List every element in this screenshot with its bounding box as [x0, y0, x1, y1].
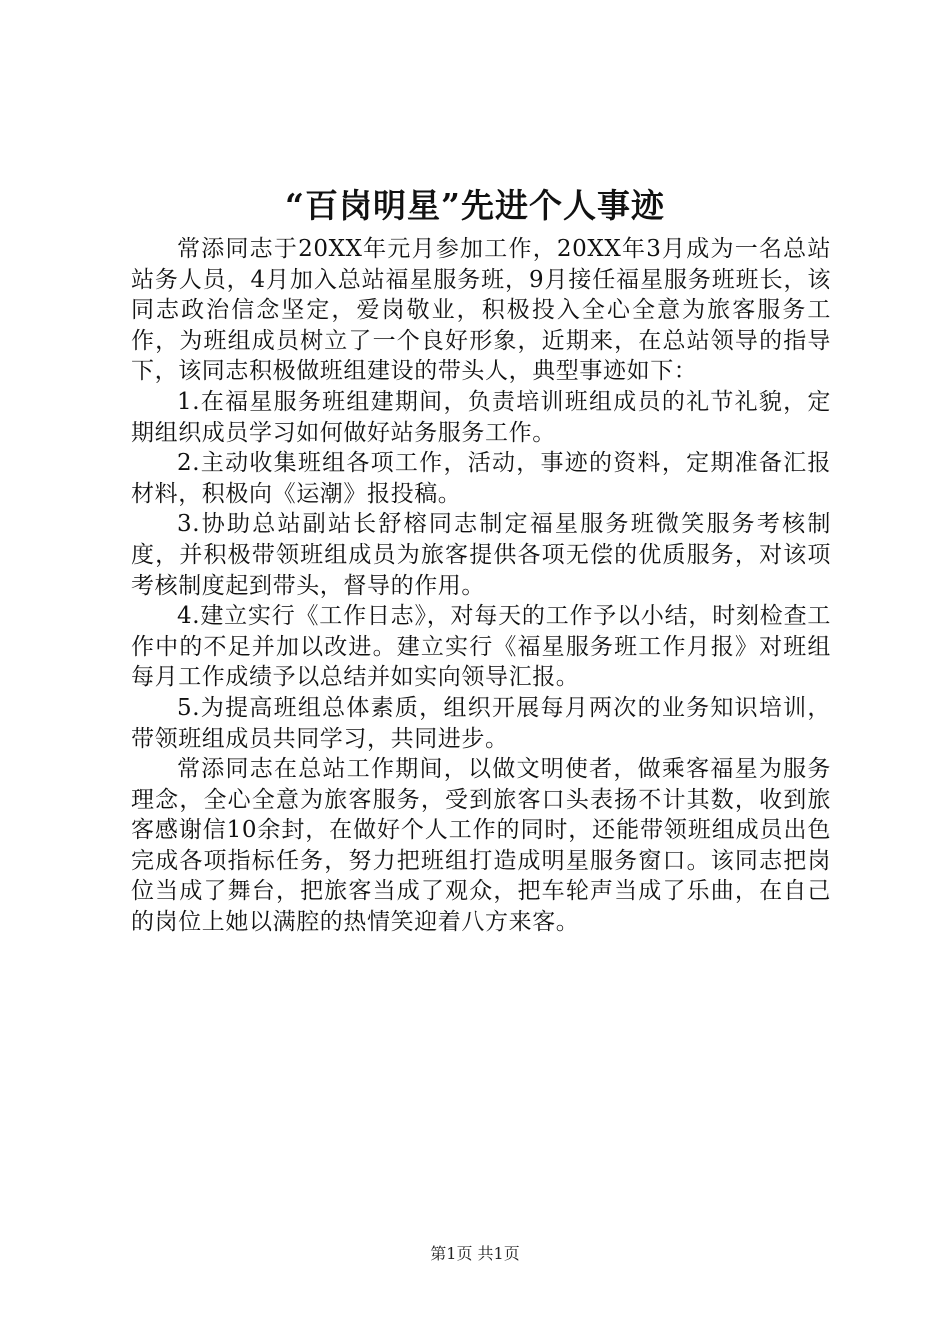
document-body [131, 234, 831, 938]
item-paragraph-1: 1.在福星服务班组建期间，负责培训班组成员的礼节礼貌，定期组织成员学习如何做好站务服务工作。 [131, 388, 831, 446]
item-paragraph-2: 2.主动收集班组各项工作，活动，事迹的资料，定期准备汇报材料，积极向《运潮》报投稿。 [131, 450, 831, 507]
intro-paragraph: 常添同志于20XX年元月参加工作，20XX年3月成为一名总站站务人员，4月加入总站福星服务班，9月接任福星服务班班长，该同志政治信念坚定，爱岗敬业，积极投入全心全意为旅客服务工作，为班组成员树立了一个良好形象，近期来，在总站领导的指导下，该同志积极做班组建设的带头人，典型事迹如下： [131, 236, 831, 385]
item-paragraph-4: 4.建立实行《工作日志》，对每天的工作予以小结，时刻检查工作中的不足并加以改进。建立实行《福星服务班工作月报》对班组每月工作成绩予以总结并如实向领导汇报。 [131, 603, 831, 691]
page-footer: 第1页 共1页 [430, 1244, 520, 1263]
item-paragraph-5: 5.为提高班组总体素质，组织开展每月两次的业务知识培训，带领班组成员共同学习，共同进步。 [131, 694, 831, 752]
item-paragraph-3: 3.协助总站副站长舒榕同志制定福星服务班微笑服务考核制度，并积极带领班组成员为旅客提供各项无偿的优质服务，对该项考核制度起到带头，督导的作用。 [131, 511, 831, 599]
closing-paragraph: 常添同志在总站工作期间，以做文明使者，做乘客福星为服务理念，全心全意为旅客服务，受到旅客口头表扬不计其数，收到旅客感谢信10余封，在做好个人工作的同时，还能带领班组成员出色完成各项指标任务，努力把班组打造成明星服务窗口。该同志把岗位当成了舞台，把旅客当成了观众，把车轮声当成了乐曲，在自己的岗位上她以满腔的热情笑迎着八方来客。 [131, 756, 831, 936]
document-title: “百岗明星”先进个人事迹 [285, 186, 665, 225]
